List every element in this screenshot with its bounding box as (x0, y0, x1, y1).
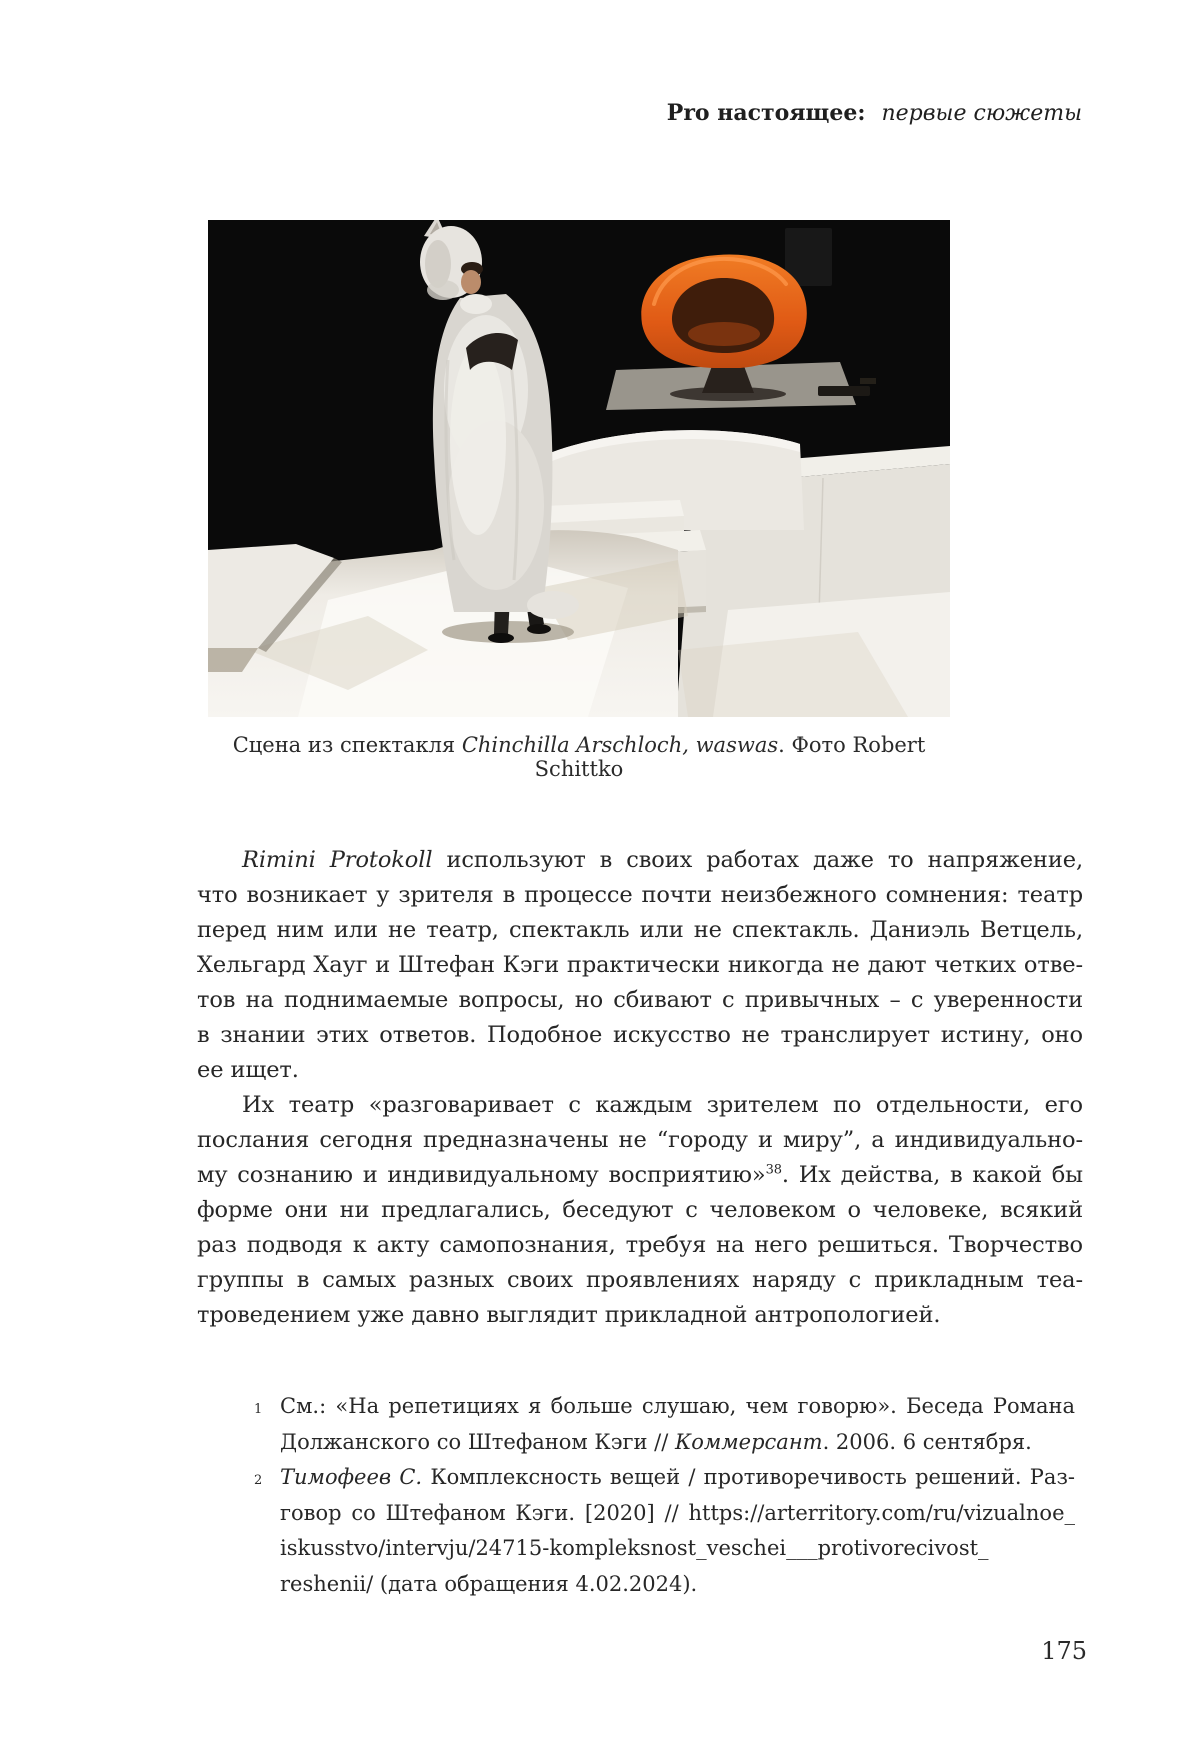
text-line: reshenii/ (дата обращения 4.02.2024). (280, 1571, 698, 1596)
text-line: троведением уже давно выглядит прикладной антропологией. (197, 1302, 941, 1328)
text-line: тов на поднимаемые вопросы, но сбивают с привычных – с уверенности (197, 987, 1083, 1013)
footnote (254, 1389, 1075, 1460)
text-line: раз подводя к акту самопознания, требуя на него решиться. Творчество (197, 1232, 1083, 1258)
page-number: 175 (1041, 1637, 1087, 1665)
text-line: что возникает у зрителя в процессе почти неизбежного сомнения: театр (197, 882, 1083, 908)
text-line: Rimini Protokoll используют в своих работах даже то напряжение, (242, 847, 1083, 873)
footnote (254, 1460, 1075, 1602)
text-line: Тимофеев С. Комплексность вещей / противоречивость решений. Раз- (280, 1465, 1075, 1489)
text-line: говор со Штефаном Кэги. [2020] // https://arterritory.com/ru/vizualnoe_ (280, 1500, 1075, 1525)
running-header (400, 100, 1082, 126)
footnotes (254, 1389, 1075, 1602)
footnote-number: 1 (254, 1402, 263, 1417)
footnote-number: 2 (254, 1473, 263, 1488)
text-line: перед ним или не театр, спектакль или не спектакль. Даниэль Ветцель, (197, 917, 1083, 943)
body-text (197, 843, 1083, 1333)
text-line: му сознанию и индивидуальному восприятию»$^{38}$. Их действа, в какой бы (197, 1162, 1083, 1188)
text-line: форме они ни предлагались, беседуют с человеком о человеке, всякий (197, 1197, 1083, 1223)
text-line: Хельгард Хауг и Штефан Кэги практически никогда не дают четких отве- (197, 952, 1083, 978)
text-line: iskusstvo/intervju/24715-kompleksnost_veschei___protivorecivost_ (280, 1536, 989, 1560)
text-line: послания сегодня предназначены не “городу и миру”, а индивидуально- (197, 1127, 1083, 1153)
running-header-series: Pro настоящее: (666, 100, 866, 126)
text-line: группы в самых разных своих проявлениях наряду с прикладным теа- (197, 1267, 1083, 1293)
stage-photo-art (208, 220, 950, 717)
floor-object (818, 386, 870, 396)
stage-photo (208, 220, 950, 717)
photo-caption: Сцена из спектакля Chinchilla Arschloch, waswas. Фото Robert Schittko (232, 733, 926, 781)
text-line: ее ищет. (197, 1057, 299, 1083)
text-line: Их театр «разговаривает с каждым зрителем по отдельности, его (242, 1092, 1083, 1118)
text-line: Должанского со Штефаном Кэги // Коммерсант. 2006. 6 сентября. (280, 1429, 1032, 1454)
running-header-subtitle: первые сюжеты (881, 101, 1082, 126)
text-line: См.: «На репетициях я больше слушаю, чем говорю». Беседа Романа (280, 1394, 1075, 1418)
text-line: в знании этих ответов. Подобное искусство не транслирует истину, оно (197, 1022, 1083, 1048)
